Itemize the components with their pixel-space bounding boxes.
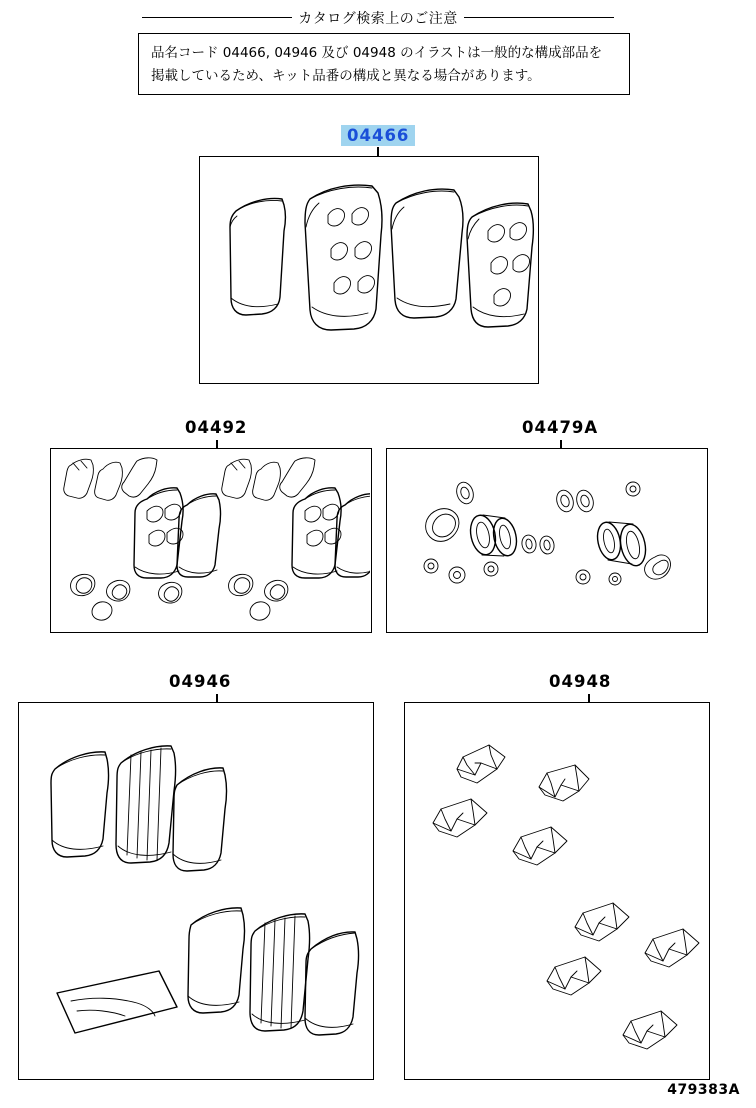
notice-line-2: 掲載しているため、キット品番の構成と異なる場合があります。 [151, 68, 541, 84]
illustration-front-disc-brake-pad-kit [200, 157, 537, 382]
notice-rule-right [464, 17, 614, 18]
clip-3 [433, 799, 487, 837]
clip-1 [457, 745, 505, 783]
fitting-kit-left-group [64, 458, 221, 620]
clip-7 [547, 957, 601, 995]
leader-line-04466 [377, 147, 379, 156]
illustration-brake-pad-fitting-kit [51, 449, 370, 631]
clip-8 [623, 1011, 677, 1049]
fitting-kit-right-group [222, 458, 370, 620]
part-box-04492[interactable] [50, 448, 372, 633]
part-label-04492[interactable]: 04492 [185, 418, 248, 437]
clip-6 [645, 929, 699, 967]
clip-2 [539, 765, 589, 801]
drawing-code: 479383A [667, 1082, 740, 1098]
part-box-04479A[interactable] [386, 448, 708, 633]
leader-line-04492 [216, 440, 218, 448]
part-label-04948[interactable]: 04948 [549, 672, 612, 691]
part-label-04466[interactable]: 04466 [341, 125, 415, 146]
notice-box [138, 33, 630, 95]
clip-5 [575, 903, 629, 941]
notice-rule-left [142, 17, 292, 18]
clip-4 [513, 827, 567, 865]
notice-title-text: カタログ検索上のご注意 [298, 11, 458, 27]
notice-title [0, 8, 756, 28]
leader-line-04479A [560, 440, 562, 448]
illustration-disc-brake-cylinder-kit [387, 449, 706, 631]
notice-line-1: 品名コード 04466, 04946 及び 04948 のイラストは一般的な構成部品を [151, 45, 603, 61]
part-box-04946[interactable] [18, 702, 374, 1080]
illustration-brake-pad-clip-kit [405, 703, 708, 1078]
part-box-04466[interactable] [199, 156, 539, 384]
leader-line-04946 [216, 694, 218, 702]
part-label-04946[interactable]: 04946 [169, 672, 232, 691]
illustration-brake-pad-shim-kit [19, 703, 372, 1078]
leader-line-04948 [588, 694, 590, 702]
part-label-04479A[interactable]: 04479A [522, 418, 599, 437]
part-box-04948[interactable] [404, 702, 710, 1080]
